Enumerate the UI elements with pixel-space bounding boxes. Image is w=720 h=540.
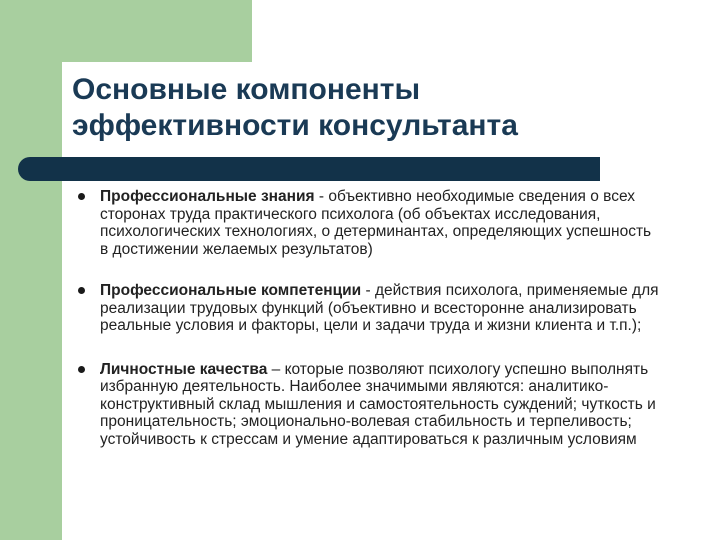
title-underline-bar: [18, 157, 600, 181]
bullet-item-personal-qualities: [78, 361, 663, 449]
bullet-text: - действия психолога, применяемые для реализации трудовых функций (объективно и всесторонне анализировать реальные условия и факторы, цели и задачи труда и жизни клиента и т.п.);: [100, 282, 659, 334]
bullet-list: [78, 188, 663, 448]
bullet-item-professional-knowledge: [78, 188, 663, 258]
bullet-dot-icon: [78, 366, 85, 373]
bullet-term: Профессиональные знания: [100, 188, 315, 205]
bullet-item-professional-competencies: [78, 282, 663, 335]
slide-title-line-1: Основные компоненты: [72, 73, 421, 106]
bullet-dot-icon: [78, 287, 85, 294]
bullet-text: – которые позволяют психологу успешно выполнять избранную деятельность. Наиболее значимыми являются: аналитико-конструктивный склад мышления и самостоятельность суждений; чуткость и проницательность; эмоционально-волевая стабильность и терпеливость; устойчивость к стрессам и умение адаптироваться к различным условиям: [100, 360, 656, 448]
slide-title-line-2: эффективности консультанта: [72, 109, 518, 142]
bullet-dot-icon: [78, 193, 85, 200]
bullet-text: - объективно необходимые сведения о всех сторонах труда практического психолога (об объектах исследования, психологических технологиях, о детерминантах, определяющих успешность в достижении желаемых результатов): [100, 188, 652, 258]
bullet-term: Профессиональные компетенции: [100, 282, 362, 299]
decorative-side-panel: [0, 0, 62, 540]
slide-title: [72, 72, 672, 144]
bullet-term: Личностные качества: [100, 360, 268, 378]
decorative-top-panel: [0, 0, 252, 62]
